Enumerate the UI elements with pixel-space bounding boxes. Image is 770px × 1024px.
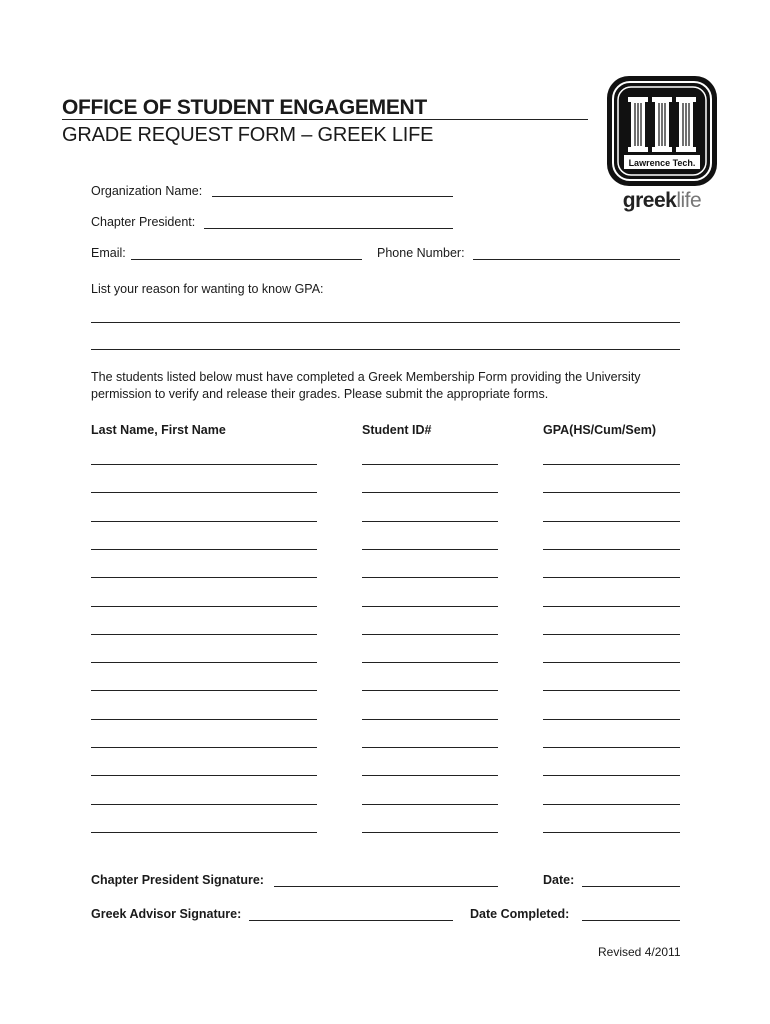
table-row-name-field[interactable] <box>91 606 317 607</box>
table-row-gpa-field[interactable] <box>543 775 680 776</box>
table-row-name-field[interactable] <box>91 464 317 465</box>
page-title: OFFICE OF STUDENT ENGAGEMENT <box>62 96 427 119</box>
greek-advisor-signature-field[interactable] <box>249 920 453 921</box>
table-row-student-id-field[interactable] <box>362 804 498 805</box>
logo-wordmark <box>606 189 718 213</box>
column-header-name: Last Name, First Name <box>91 423 226 437</box>
revision-note: Revised 4/2011 <box>598 945 681 959</box>
reason-field-line-1[interactable] <box>91 322 680 323</box>
table-row-gpa-field[interactable] <box>543 634 680 635</box>
table-row-gpa-field[interactable] <box>543 804 680 805</box>
email-label: Email: <box>91 246 126 260</box>
table-row-name-field[interactable] <box>91 577 317 578</box>
date-label: Date: <box>543 873 575 887</box>
table-row-gpa-field[interactable] <box>543 606 680 607</box>
logo-banner-text: Lawrence Tech. <box>628 158 696 168</box>
table-row-gpa-field[interactable] <box>543 690 680 691</box>
table-row-name-field[interactable] <box>91 775 317 776</box>
column-header-student-id: Student ID# <box>362 423 432 437</box>
table-row-gpa-field[interactable] <box>543 577 680 578</box>
table-row-student-id-field[interactable] <box>362 549 498 550</box>
table-row-student-id-field[interactable] <box>362 719 498 720</box>
table-row-gpa-field[interactable] <box>543 662 680 663</box>
reason-field-line-2[interactable] <box>91 349 680 350</box>
table-row-name-field[interactable] <box>91 662 317 663</box>
organization-name-label: Organization Name: <box>91 184 203 198</box>
chapter-president-field[interactable] <box>204 228 453 229</box>
table-row-student-id-field[interactable] <box>362 775 498 776</box>
table-row-student-id-field[interactable] <box>362 606 498 607</box>
greek-advisor-signature-label: Greek Advisor Signature: <box>91 907 242 921</box>
table-row-student-id-field[interactable] <box>362 634 498 635</box>
greek-life-logo <box>606 75 718 187</box>
table-row-gpa-field[interactable] <box>543 464 680 465</box>
phone-number-field[interactable] <box>473 259 680 260</box>
table-row-student-id-field[interactable] <box>362 464 498 465</box>
table-row-name-field[interactable] <box>91 832 317 833</box>
table-row-name-field[interactable] <box>91 804 317 805</box>
email-field[interactable] <box>131 259 362 260</box>
table-row-gpa-field[interactable] <box>543 747 680 748</box>
date-field[interactable] <box>582 886 680 887</box>
columns-icon <box>606 75 718 187</box>
date-completed-field[interactable] <box>582 920 680 921</box>
date-completed-label: Date Completed: <box>470 907 570 921</box>
table-row-gpa-field[interactable] <box>543 832 680 833</box>
table-row-student-id-field[interactable] <box>362 747 498 748</box>
table-row-gpa-field[interactable] <box>543 521 680 522</box>
table-row-name-field[interactable] <box>91 492 317 493</box>
table-row-name-field[interactable] <box>91 521 317 522</box>
logo-word-life: life <box>676 189 702 212</box>
table-row-student-id-field[interactable] <box>362 832 498 833</box>
table-row-gpa-field[interactable] <box>543 492 680 493</box>
phone-number-label: Phone Number: <box>377 246 465 260</box>
table-row-name-field[interactable] <box>91 549 317 550</box>
table-row-student-id-field[interactable] <box>362 662 498 663</box>
table-row-name-field[interactable] <box>91 747 317 748</box>
table-row-student-id-field[interactable] <box>362 521 498 522</box>
table-row-student-id-field[interactable] <box>362 690 498 691</box>
chapter-president-signature-label: Chapter President Signature: <box>91 873 264 887</box>
table-row-name-field[interactable] <box>91 690 317 691</box>
table-row-student-id-field[interactable] <box>362 492 498 493</box>
table-row-gpa-field[interactable] <box>543 719 680 720</box>
chapter-president-label: Chapter President: <box>91 215 196 229</box>
organization-name-field[interactable] <box>212 196 453 197</box>
logo-word-greek: greek <box>622 189 677 212</box>
page-subtitle: GRADE REQUEST FORM – GREEK LIFE <box>62 124 434 146</box>
column-header-gpa: GPA(HS/Cum/Sem) <box>543 423 656 437</box>
table-row-gpa-field[interactable] <box>543 549 680 550</box>
title-rule <box>62 119 588 120</box>
table-row-student-id-field[interactable] <box>362 577 498 578</box>
table-row-name-field[interactable] <box>91 634 317 635</box>
notice-text: The students listed below must have completed a Greek Membership Form providing the University permission to verify and release their grades. Please submit the appropriate forms. <box>91 370 641 401</box>
reason-label: List your reason for wanting to know GPA: <box>91 282 324 296</box>
chapter-president-signature-field[interactable] <box>274 886 498 887</box>
table-row-name-field[interactable] <box>91 719 317 720</box>
